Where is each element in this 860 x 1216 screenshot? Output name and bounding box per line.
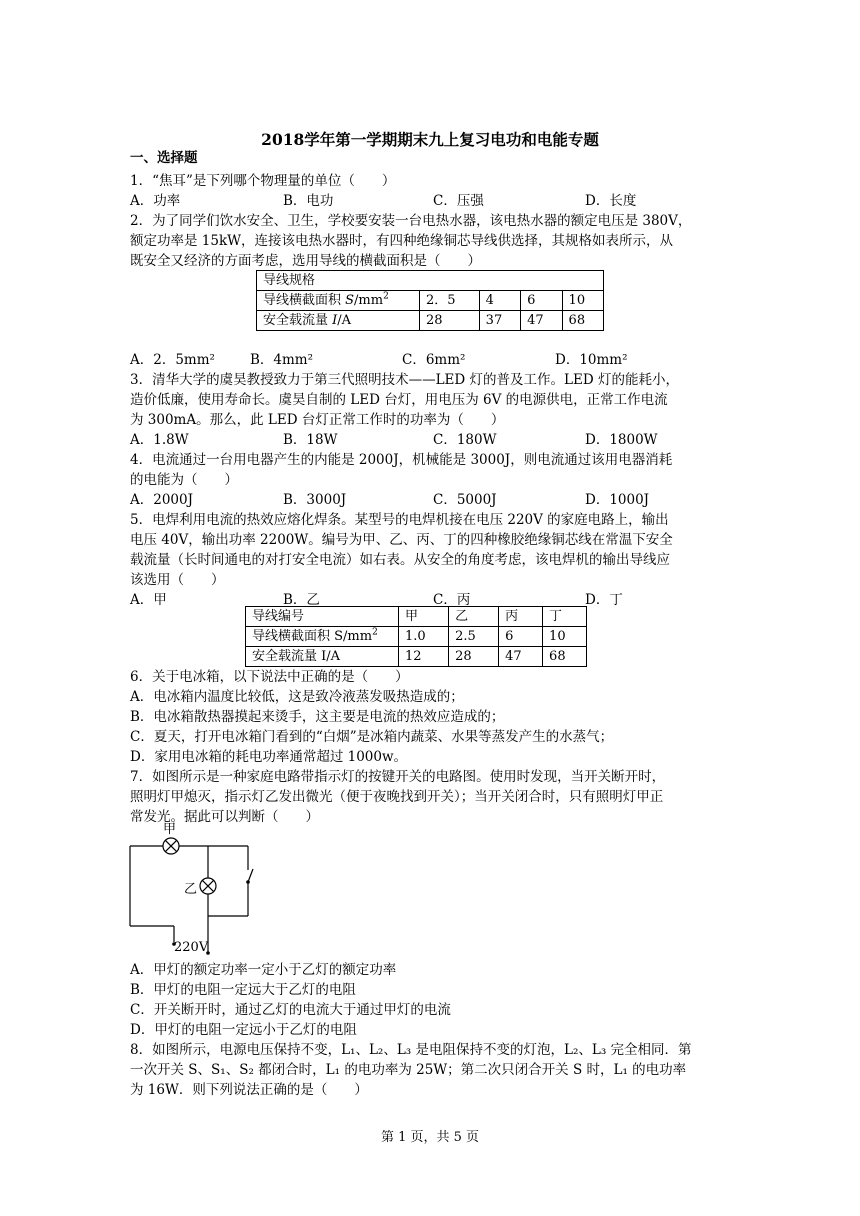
question-1-options	[130, 191, 730, 211]
table-cell: 导线横截面积 $S/mm^2$	[246, 627, 399, 647]
table-row	[246, 607, 587, 627]
section-heading: 一、选择题	[130, 150, 198, 166]
question-3-line: 造价低廉，使用寿命长。虞昊自制的 LED 台灯，用电压为 6V 的电源供电，正常工作电流	[130, 392, 668, 408]
option-c: C．丙	[433, 592, 471, 608]
table-cell: 10	[543, 627, 587, 647]
table-row	[246, 627, 587, 647]
table-cell: 68	[562, 311, 603, 331]
lamp-yi-symbol	[200, 878, 216, 894]
table-cell: 68	[543, 647, 587, 667]
question-7-line: 7．如图所示是一种家庭电路带指示灯的按键开关的电路图。使用时发现，当开关断开时，	[130, 769, 666, 785]
table-cell: 导线横截面积 $S/mm^2$	[257, 291, 420, 311]
table-cell: 28	[449, 647, 499, 667]
question-5-line: 载流量（长时间通电的对打安全电流）如右表。从安全的角度考虑，该电焊机的输出导线应	[130, 552, 670, 568]
option-a: A．甲灯的额定功率一定小于乙灯的额定功率	[130, 962, 397, 978]
table-cell: 6	[499, 627, 543, 647]
table-cell: 37	[479, 311, 520, 331]
switch-symbol	[246, 869, 253, 884]
table-cell: 12	[399, 647, 449, 667]
question-2-line: 2．为了同学们饮水安全、卫生，学校要安装一台电热水器，该电热水器的额定电压是 380V，	[130, 213, 692, 229]
lamp-yi-label: 乙	[184, 882, 198, 897]
option-c: C．180W	[433, 432, 497, 448]
question-5-table	[245, 606, 587, 667]
table-cell: 28	[420, 311, 480, 331]
option-b: B．18W	[283, 432, 338, 448]
question-2-options	[130, 350, 730, 370]
table-cell: 6	[521, 291, 562, 311]
table-cell: 安全载流量 I/A	[257, 311, 420, 331]
option-b: B．电功	[283, 193, 334, 209]
option-c: C．夏天，打开电冰箱门看到的“白烟”是冰箱内蔬菜、水果等蒸发产生的水蒸气；	[130, 729, 614, 745]
question-3-line: 3．清华大学的虞昊教授致力于第三代照明技术——LED 灯的普及工作。LED 灯的能耗小，	[130, 372, 679, 388]
table-row	[257, 311, 604, 331]
option-b: B．4mm²	[250, 352, 314, 368]
option-d: D．丁	[585, 592, 623, 608]
option-c: C．6mm²	[402, 352, 466, 368]
table-cell: 10	[562, 291, 603, 311]
option-b: B．乙	[283, 592, 320, 608]
voltage-label: 220V	[174, 940, 209, 955]
table-cell: 47	[521, 311, 562, 331]
question-5-line: 该选用（ ）	[130, 572, 225, 588]
document-title: 2018学年第一学期期末九上复习电功和电能专题	[261, 130, 599, 149]
table-header: 导线规格	[257, 271, 604, 291]
question-4-options	[130, 490, 730, 510]
option-d: D．1000J	[585, 492, 650, 508]
option-c: C．压强	[433, 193, 484, 209]
option-a: A．电冰箱内温度比较低，这是致冷液蒸发吸热造成的；	[130, 689, 464, 705]
circuit-diagram	[120, 820, 280, 960]
option-b: B．甲灯的电阻一定远大于乙灯的电阻	[130, 982, 356, 998]
question-8-line: 一次开关 S、S₁、S₂ 都闭合时，L₁ 的电功率为 25W；第二次只闭合开关 S 时，L₁ 的电功率	[130, 1062, 687, 1078]
question-6-stem: 6．关于电冰箱，以下说法中正确的是（ ）	[130, 669, 409, 685]
table-cell: 丁	[543, 607, 587, 627]
question-5-line: 5．电焊利用电流的热效应熔化焊条。某型号的电焊机接在电压 220V 的家庭电路上，输出	[130, 512, 669, 528]
table-cell: 导线编号	[246, 607, 399, 627]
option-d: D．家用电冰箱的耗电功率通常超过 1000w。	[130, 749, 408, 765]
table-cell: 2.5	[449, 627, 499, 647]
option-a: A．1.8W	[130, 432, 189, 448]
option-a: A．甲	[130, 592, 167, 608]
table-cell: 丙	[499, 607, 543, 627]
option-a: A．2．5mm²	[130, 352, 215, 368]
table-cell: 4	[479, 291, 520, 311]
lamp-jia-label: 甲	[163, 822, 177, 837]
option-d: D．10mm²	[555, 352, 628, 368]
question-7-line: 照明灯甲熄灭，指示灯乙发出微光（便于夜晚找到开关）；当开关闭合时，只有照明灯甲正	[130, 789, 664, 805]
table-cell: 1.0	[399, 627, 449, 647]
table-cell: 47	[499, 647, 543, 667]
page-footer: 第 1 页，共 5 页	[380, 1130, 480, 1145]
table-cell: 乙	[449, 607, 499, 627]
option-a: A．2000J	[130, 492, 194, 508]
question-2-line: 既安全又经济的方面考虑，选用导线的横截面积是（ ）	[130, 253, 481, 269]
question-8-line: 为 16W．则下列说法正确的是（ ）	[130, 1082, 368, 1098]
question-4-line: 的电能为（ ）	[130, 472, 238, 488]
question-2-line: 额定功率是 15kW，连接该电热水器时，有四种绝缘铜芯导线供选择，其规格如表所示，从	[130, 233, 674, 249]
question-5-line: 电压 40V，输出功率 2200W。编号为甲、乙、丙、丁的四种橡胶绝缘铜芯线在常温下安全	[130, 532, 673, 548]
question-4-line: 4．电流通过一台用电器产生的内能是 2000J，机械能是 3000J，则电流通过该用电器消耗	[130, 452, 673, 468]
question-7-line: 常发光。据此可以判断（ ）	[130, 809, 319, 825]
question-1-stem: 1．“焦耳”是下列哪个物理量的单位（ ）	[130, 173, 396, 189]
option-b: B．3000J	[283, 492, 347, 508]
table-cell: 甲	[399, 607, 449, 627]
option-a: A．功率	[130, 193, 181, 209]
option-b: B．电冰箱散热器摸起来烫手，这主要是电流的热效应造成的；	[130, 709, 505, 725]
table-cell: 安全载流量 I/A	[246, 647, 399, 667]
table-row	[257, 291, 604, 311]
option-d: D．甲灯的电阻一定远小于乙灯的电阻	[130, 1022, 357, 1038]
option-c: C．开关断开时，通过乙灯的电流大于通过甲灯的电流	[130, 1002, 451, 1018]
table-row	[257, 271, 604, 291]
question-3-line: 为 300mA。那么，此 LED 台灯正常工作时的功率为（ ）	[130, 412, 505, 428]
table-row	[246, 647, 587, 667]
option-d: D．1800W	[585, 432, 658, 448]
question-2-table	[256, 270, 604, 331]
option-c: C．5000J	[433, 492, 497, 508]
lamp-jia-symbol	[163, 838, 179, 854]
option-d: D．长度	[585, 193, 637, 209]
question-8-line: 8．如图所示，电源电压保持不变，L₁、L₂、L₃ 是电阻保持不变的灯泡，L₂、L₃ 完全相同．第	[130, 1042, 692, 1058]
table-cell: 2．5	[420, 291, 480, 311]
question-3-options	[130, 430, 730, 450]
